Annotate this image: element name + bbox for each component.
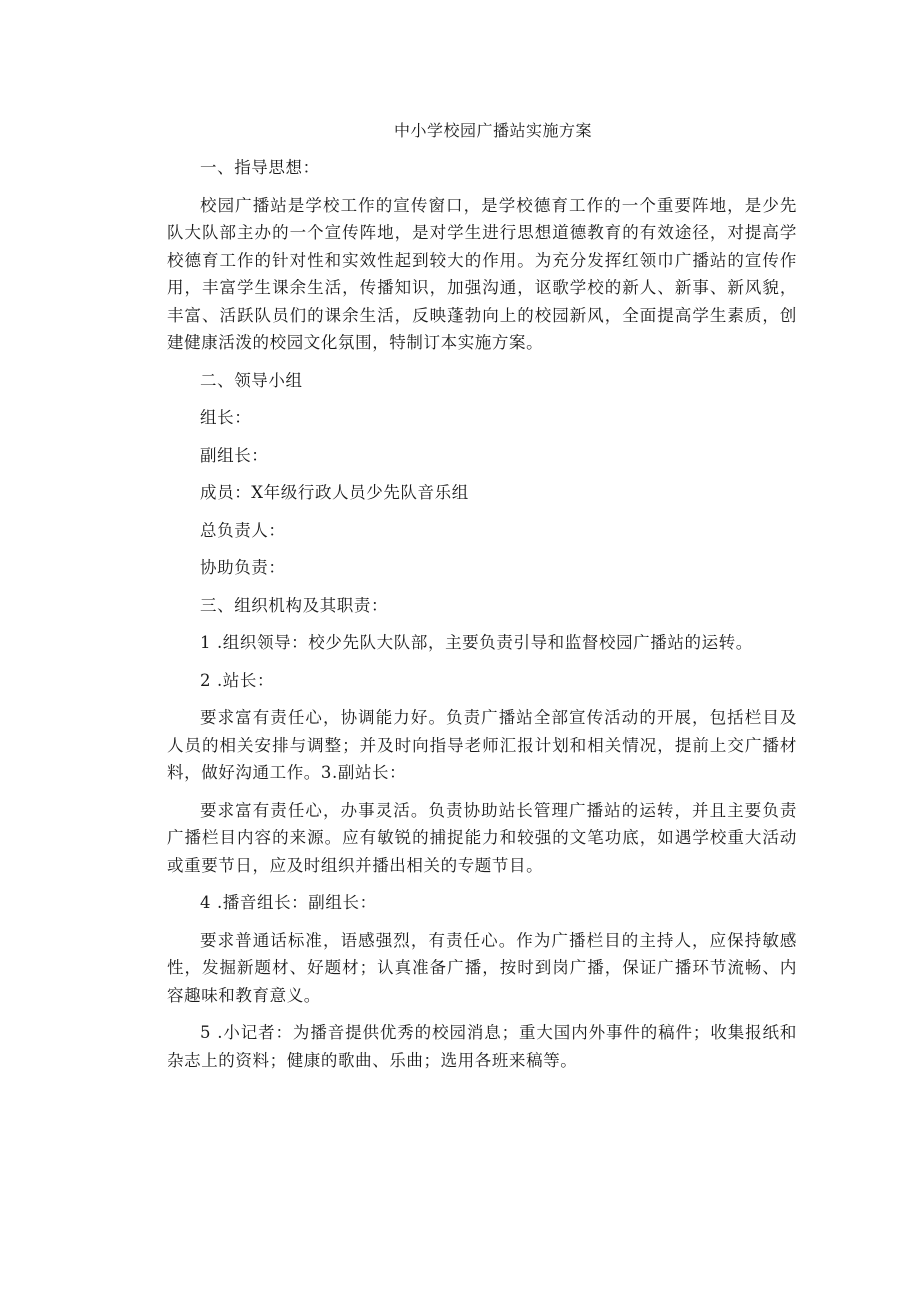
item-student-reporter: 5 .小记者：为播音提供优秀的校园消息；重大国内外事件的稿件；收集报纸和杂志上的资料；健康的歌曲、乐曲；选用各班来稿等。 xyxy=(167,1023,797,1070)
paragraph-deputy-station-head-duties: 要求富有责任心，办事灵活。负责协助站长管理广播站的运转，并且主要负责广播栏目内容的来源。应有敏锐的捕捉能力和较强的文笔功底，如遇学校重大活动或重要节日，应及时组织并播出相关的专题节目。 xyxy=(167,800,797,875)
paragraph-guiding-thought: 校园广播站是学校工作的宣传窗口，是学校德育工作的一个重要阵地，是少先队大队部主办的一个宣传阵地，是对学生进行思想道德教育的有效途径，对提高学校德育工作的针对性和实效性起到较大的作用。为充分发挥红领巾广播站的宣传作用，丰富学生课余生活，传播知识，加强沟通，讴歌学校的新人、新事、新风貌，丰富、活跃队员们的课余生活，反映蓬勃向上的校园新风，全面提高学生素质，创建健康活泼的校园文化氛围，特制订本实施方案。 xyxy=(167,195,797,352)
paragraph-broadcast-duties: 要求普通话标准，语感强烈，有责任心。作为广播栏目的主持人，应保持敏感性，发掘新题材、好题材；认真准备广播，按时到岗广播，保证广播环节流畅、内容趣味和教育意义。 xyxy=(167,930,797,1005)
line-general-manager: 总负责人： xyxy=(200,520,286,540)
item-organization-leadership: 1 .组织领导：校少先队大队部，主要负责引导和监督校园广播站的运转。 xyxy=(200,633,753,652)
document-title: 中小学校园广播站实施方案 xyxy=(393,121,592,140)
paragraph-station-head-duties: 要求富有责任心，协调能力好。负责广播站全部宣传活动的开展，包括栏目及人员的相关安排与调整；并及时向指导老师汇报计划和相关情况，提前上交广播材料，做好沟通工作。3.副站长： xyxy=(167,708,797,782)
line-assistant-manager: 协助负责： xyxy=(200,558,286,577)
item-broadcast-group-leader: 4 .播音组长：副组长： xyxy=(200,893,377,912)
line-group-leader: 组长： xyxy=(200,408,252,427)
line-deputy-leader: 副组长： xyxy=(200,445,269,465)
document-body xyxy=(167,118,797,1084)
line-members: 成员：X年级行政人员少先队音乐组 xyxy=(200,483,469,502)
section-heading-organization: 三、组织机构及其职责： xyxy=(200,595,389,615)
section-heading-leadership-group: 二、领导小组 xyxy=(200,370,303,390)
section-heading-guiding-thought: 一、指导思想： xyxy=(200,158,320,177)
item-station-head: 2 .站长： xyxy=(200,670,275,690)
